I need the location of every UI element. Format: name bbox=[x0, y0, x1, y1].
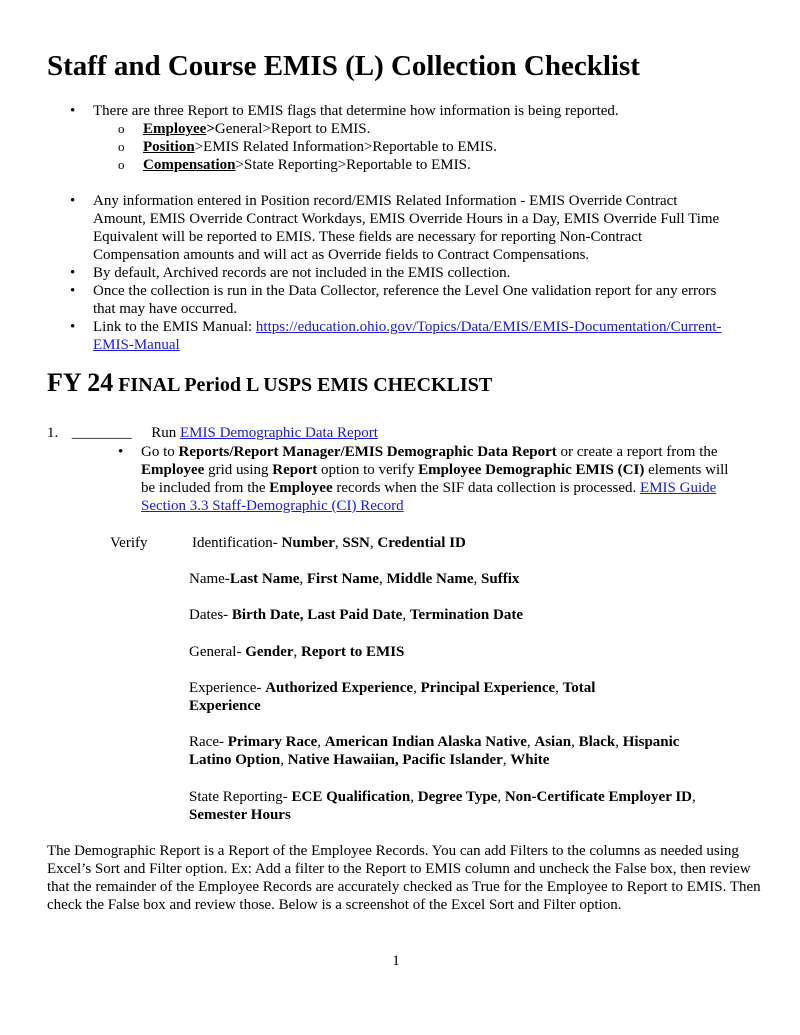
sub-item-position bbox=[118, 138, 730, 156]
list-item-override bbox=[70, 192, 730, 264]
sep: , bbox=[615, 734, 623, 750]
bullet-icon: • bbox=[70, 283, 76, 299]
text: elements will be included from the bbox=[141, 462, 729, 496]
field: Non-Certificate Employer ID bbox=[504, 789, 693, 805]
field-group-label: Name- bbox=[189, 571, 230, 587]
bullet-icon: • bbox=[70, 193, 76, 209]
field: Black bbox=[578, 734, 616, 750]
text: records when the SIF data collection is processed. bbox=[332, 480, 641, 496]
field: American Indian Alaska Native bbox=[324, 734, 527, 750]
sep: , bbox=[502, 752, 511, 768]
page-number: 1 bbox=[392, 953, 400, 969]
verify-state-reporting bbox=[189, 788, 739, 824]
field: Report to EMIS bbox=[301, 644, 405, 660]
text: grid using bbox=[204, 462, 273, 478]
field-group-label: State Reporting- bbox=[189, 789, 292, 805]
closing-paragraph: The Demographic Report is a Report of the Employee Records. You can add Filters to the columns as needed using Excel’s Sort and Filter option. Ex: Add a filter to the Report to EMIS column and uncheck the False box, then review that the remainder of the Employee Records are accurately checked as True for the Employee to Report to EMIS. Then check the False box and review those. Below is a screenshot of the Excel Sort and Filter option. bbox=[47, 843, 761, 913]
sep: , bbox=[473, 571, 482, 587]
list-item-archived bbox=[70, 264, 730, 282]
sep: , bbox=[280, 752, 288, 768]
emphasis: Employee bbox=[269, 480, 333, 496]
field: Authorized Experience bbox=[265, 680, 414, 696]
sep: , bbox=[526, 734, 535, 750]
sep: , bbox=[369, 535, 378, 551]
sep: , bbox=[497, 789, 505, 805]
checklist-heading bbox=[47, 368, 493, 397]
bullet-icon: • bbox=[70, 265, 76, 281]
sub-item-employee bbox=[118, 120, 730, 138]
text: Go to bbox=[141, 444, 179, 460]
verify-name bbox=[189, 570, 749, 588]
circle-bullet-icon: o bbox=[118, 157, 125, 172]
verify-experience bbox=[189, 679, 629, 715]
sep: , bbox=[692, 789, 696, 805]
field: Credential ID bbox=[377, 535, 466, 551]
step-checkbox-blank[interactable]: ________ bbox=[71, 425, 132, 441]
sep: , bbox=[555, 680, 563, 696]
sep: , bbox=[571, 734, 579, 750]
field: Number bbox=[281, 535, 335, 551]
field-group-label: Identification- bbox=[192, 535, 282, 551]
flag-path-rest: >EMIS Related Information>Reportable to EMIS. bbox=[194, 139, 497, 155]
archived-text: By default, Archived records are not included in the EMIS collection. bbox=[93, 265, 511, 281]
field: Hispanic Latino Option bbox=[189, 734, 680, 768]
bullet-icon: • bbox=[118, 444, 124, 460]
bullet-icon: • bbox=[70, 103, 76, 119]
verify-dates bbox=[189, 606, 749, 624]
field: Primary Race bbox=[227, 734, 318, 750]
field: Last Name bbox=[229, 571, 300, 587]
sub-item-compensation bbox=[118, 156, 730, 174]
level-one-text: Once the collection is run in the Data Collector, reference the Level One validation report for any errors that may have occurred. bbox=[93, 283, 717, 317]
circle-bullet-icon: o bbox=[118, 121, 125, 136]
field-group-label: General- bbox=[189, 644, 246, 660]
flag-name: Employee bbox=[143, 121, 207, 137]
report-path: Reports/Report Manager/EMIS Demographic Data Report bbox=[178, 444, 557, 460]
verify-general bbox=[189, 643, 749, 661]
field: Asian bbox=[534, 734, 572, 750]
intro-bullet-list-2 bbox=[70, 192, 730, 354]
flag-path: > bbox=[206, 121, 215, 137]
flag-path-rest: >State Reporting>Reportable to EMIS. bbox=[235, 157, 471, 173]
emphasis: Employee bbox=[141, 462, 205, 478]
override-text: Any information entered in Position record/EMIS Related Information - EMIS Override Contract Amount, EMIS Override Contract Workdays, EMIS Override Hours in a Day, EMIS Override Full Time Equivalent will be reported to EMIS. These fields are necessary for reporting Non-Contract Compensation amounts and will act as Override fields to Contract Compensations. bbox=[93, 193, 720, 263]
intro-bullet-list bbox=[70, 102, 730, 174]
field-group-label: Race- bbox=[189, 734, 228, 750]
page-title: Staff and Course EMIS (L) Collection Checklist bbox=[47, 50, 640, 82]
field: Native Hawaiian, Pacific Islander bbox=[287, 752, 503, 768]
sep: , bbox=[334, 535, 343, 551]
verify-identification bbox=[192, 534, 752, 552]
emphasis: Report bbox=[272, 462, 318, 478]
field: SSN bbox=[342, 535, 370, 551]
step-number: 1. bbox=[47, 425, 59, 441]
fiscal-year: FY 24 bbox=[47, 368, 114, 397]
circle-bullet-icon: o bbox=[118, 139, 125, 154]
field: Semester Hours bbox=[189, 807, 291, 823]
field: Birth Date, Last Paid Date bbox=[231, 607, 403, 623]
sep: , bbox=[293, 644, 302, 660]
flag-name: Position bbox=[143, 139, 195, 155]
field-group-label: Experience- bbox=[189, 680, 266, 696]
field: Degree Type bbox=[417, 789, 498, 805]
field: Gender bbox=[245, 644, 294, 660]
checklist-heading-text: FINAL Period L USPS EMIS CHECKLIST bbox=[113, 374, 493, 396]
field: Total Experience bbox=[189, 680, 596, 714]
sep: , bbox=[413, 680, 421, 696]
sep: , bbox=[410, 789, 418, 805]
text: or create a report from the bbox=[556, 444, 718, 460]
field: White bbox=[510, 752, 550, 768]
sep: , bbox=[317, 734, 325, 750]
field: First Name bbox=[306, 571, 379, 587]
list-item-go-to bbox=[118, 443, 738, 515]
field: Principal Experience bbox=[420, 680, 556, 696]
step-run-label: Run bbox=[151, 425, 181, 441]
field: ECE Qualification bbox=[291, 789, 411, 805]
flag-name: Compensation bbox=[143, 157, 236, 173]
emis-manual-link[interactable]: https://education.ohio.gov/Topics/Data/EMIS/EMIS-Documentation/Current-EMIS-Manual bbox=[93, 319, 722, 353]
sep: , bbox=[378, 571, 387, 587]
emis-guide-link[interactable]: EMIS Guide Section 3.3 Staff-Demographic (CI) Record bbox=[141, 480, 717, 514]
list-item-level-one bbox=[70, 282, 730, 318]
verify-label: Verify bbox=[110, 535, 148, 551]
manual-prefix: Link to the EMIS Manual: bbox=[93, 319, 256, 335]
emphasis: Employee Demographic EMIS (CI) bbox=[418, 462, 645, 478]
flag-path-rest: General>Report to EMIS. bbox=[214, 121, 371, 137]
field: Middle Name bbox=[386, 571, 474, 587]
emis-demographic-report-link[interactable]: EMIS Demographic Data Report bbox=[180, 425, 378, 441]
field-group-label: Dates- bbox=[189, 607, 232, 623]
verify-race bbox=[189, 733, 719, 769]
field: Suffix bbox=[481, 571, 520, 587]
sep: , bbox=[299, 571, 307, 587]
list-item-flags bbox=[70, 102, 730, 120]
sep: , bbox=[402, 607, 410, 623]
text: option to verify bbox=[317, 462, 419, 478]
step-1-detail bbox=[118, 443, 738, 515]
field: Termination Date bbox=[409, 607, 524, 623]
bullet-icon: • bbox=[70, 319, 76, 335]
flags-text: There are three Report to EMIS flags that determine how information is being reported. bbox=[93, 103, 619, 119]
list-item-manual bbox=[70, 318, 730, 354]
step-1 bbox=[47, 424, 378, 442]
